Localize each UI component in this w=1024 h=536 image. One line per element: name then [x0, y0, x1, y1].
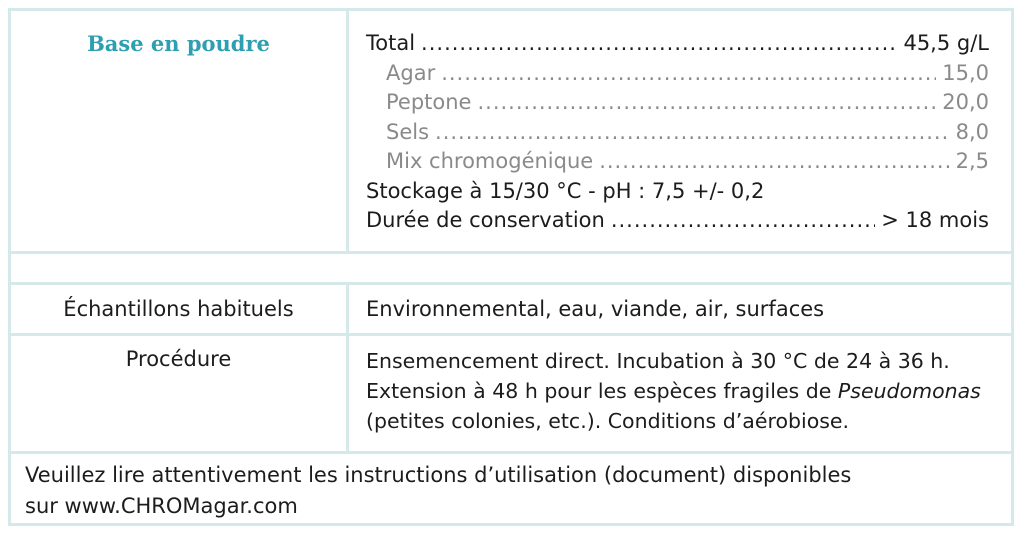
- component-label: Agar: [386, 60, 436, 85]
- component-row: [366, 118, 989, 148]
- shelf-life-row: [366, 206, 989, 236]
- shelf-life-label: Durée de conservation: [366, 208, 605, 232]
- row-divider: [11, 333, 1011, 336]
- leader-dots: [435, 118, 950, 148]
- samples-label: Échantillons habituels: [63, 297, 294, 321]
- procedure-text: [366, 346, 999, 436]
- component-value: 20,0: [942, 90, 989, 114]
- storage-text: Stockage à 15/30 °C - pH : 7,5 +/- 0,2: [366, 178, 765, 203]
- procedure-text-part2: (petites colonies, etc.). Conditions d’aérobiose.: [366, 409, 850, 433]
- total-row: [366, 29, 989, 59]
- component-value: 2,5: [955, 149, 989, 173]
- row-divider: [11, 251, 1011, 254]
- row-divider: [11, 282, 1011, 285]
- component-value: 15,0: [942, 60, 989, 85]
- leader-dots: [477, 88, 936, 118]
- composition-list: [366, 29, 989, 236]
- component-value: 8,0: [955, 119, 989, 144]
- instructions-note: Veuillez lire attentivement les instructions d’utilisation (document) disponibles sur www.CHROMagar.com: [25, 463, 852, 518]
- total-label: Total: [366, 31, 416, 55]
- samples-value-cell: [366, 297, 989, 321]
- procedure-genus: Pseudomonas: [837, 379, 981, 403]
- samples-value: Environnemental, eau, viande, air, surfaces: [366, 297, 825, 321]
- leader-dots: [421, 29, 897, 59]
- composition-title: Base en poudre: [87, 31, 270, 56]
- component-label: Sels: [386, 119, 430, 144]
- procedure-label: Procédure: [125, 347, 232, 371]
- component-row: [366, 147, 989, 177]
- procedure-text-part1: Ensemencement direct. Incubation à 30 °C de 24 à 36 h. Extension à 48 h pour les espèces fragiles de: [366, 349, 950, 403]
- composition-title-cell: [11, 31, 346, 56]
- component-row: [366, 88, 989, 118]
- total-value: 45,5 g/L: [903, 31, 989, 55]
- shelf-life-value: > 18 mois: [881, 208, 989, 232]
- component-label: Mix chromogénique: [386, 149, 594, 173]
- column-divider-middle: [346, 285, 349, 451]
- leader-dots: [441, 59, 936, 89]
- leader-dots: [611, 206, 875, 236]
- row-divider: [11, 451, 1011, 454]
- product-info-table: [8, 8, 1014, 526]
- samples-label-cell: [11, 297, 346, 321]
- component-label: Peptone: [386, 90, 472, 114]
- procedure-label-cell: [11, 347, 346, 371]
- component-row: [366, 59, 989, 89]
- column-divider-top: [346, 11, 349, 251]
- leader-dots: [599, 147, 949, 177]
